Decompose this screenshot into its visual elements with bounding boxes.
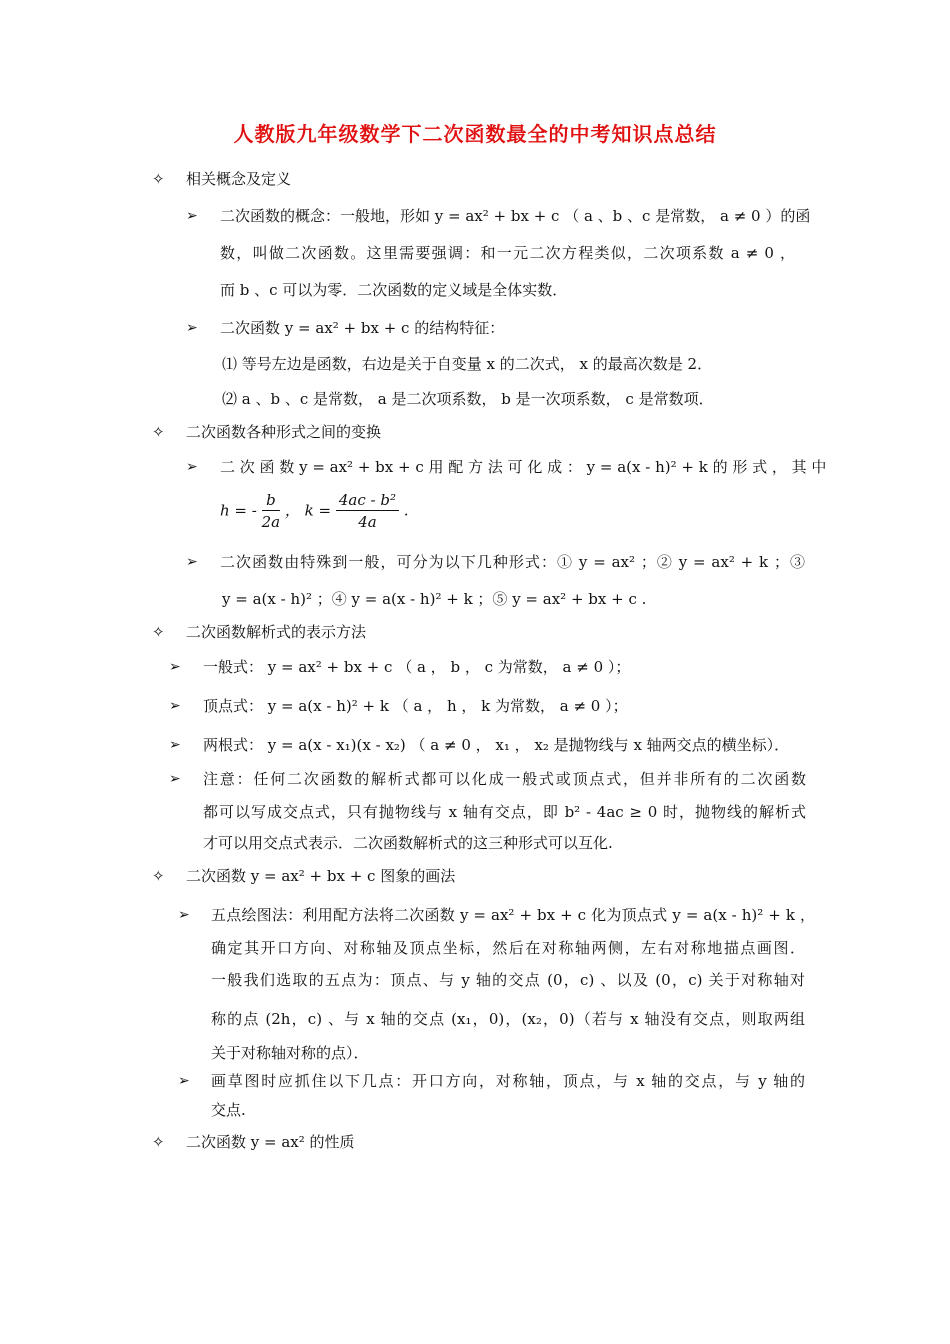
fraction-b-over-2a (262, 490, 281, 533)
section-heading: 相关概念及定义 (186, 170, 292, 188)
paragraph-line: y = a(x - h)² ；④ y = a(x - h)² + k ；⑤ y = ax² + bx + c . (222, 590, 647, 608)
formula-k-lhs: ， k = (284, 501, 332, 520)
fraction-numerator: 4ac - b² (336, 490, 399, 511)
item-bullet-icon: ➢ (169, 737, 181, 753)
section-bullet-icon: ✧ (152, 170, 165, 188)
fraction-numerator: b (262, 490, 281, 511)
paragraph-line: 二次函数的概念：一般地，形如 y = ax² + bx + c （ a 、b 、c 是常数， a ≠ 0 ）的函 (220, 207, 811, 225)
page-title: 人教版九年级数学下二次函数最全的中考知识点总结 (233, 122, 717, 146)
paragraph-line: 都可以写成交点式，只有抛物线与 x 轴有交点，即 b² - 4ac ≥ 0 时，抛物线的解析式 (203, 803, 806, 821)
formula-h-lhs: h = - (220, 501, 257, 520)
item-bullet-icon: ➢ (178, 1073, 190, 1089)
section-bullet-icon: ✧ (152, 867, 165, 885)
section-bullet-icon: ✧ (152, 1133, 165, 1151)
paragraph-line: 二次函数 y = ax² + bx + c 的结构特征： (220, 319, 505, 337)
paragraph-line: 称的点 (2h，c) 、与 x 轴的交点 (x₁，0)，(x₂，0)（若与 x 轴没有交点，则取两组 (211, 1010, 805, 1028)
paragraph-line: 交点. (211, 1101, 246, 1119)
paragraph-line: 画草图时应抓住以下几点：开口方向，对称轴，顶点，与 x 轴的交点，与 y 轴的 (211, 1072, 805, 1090)
paragraph-line: 确定其开口方向、对称轴及顶点坐标，然后在对称轴两侧，左右对称地描点画图． (211, 939, 805, 957)
list-item: 一般式： y = ax² + bx + c （ a ， b ， c 为常数， a ≠ 0 ）； (203, 658, 631, 676)
item-bullet-icon: ➢ (186, 208, 198, 224)
paragraph-line: 一般我们选取的五点为：顶点、与 y 轴的交点 (0，c) 、以及 (0，c) 关于对称轴对 (211, 971, 805, 989)
paragraph-line: 五点绘图法：利用配方法将二次函数 y = ax² + bx + c 化为顶点式 y = a(x - h)² + k ， (211, 906, 815, 924)
list-item: ⑴ 等号左边是函数，右边是关于自变量 x 的二次式， x 的最高次数是 2． (222, 355, 713, 373)
item-bullet-icon: ➢ (169, 771, 181, 787)
paragraph-line: 才可以用交点式表示．二次函数解析式的这三种形式可以互化. (203, 834, 613, 852)
item-bullet-icon: ➢ (178, 907, 190, 923)
paragraph-line: 二 次 函 数 y = ax² + bx + c 用 配 方 法 可 化 成 ： y = a(x - h)² + k 的 形 式 ， 其 中 (220, 458, 827, 476)
section-bullet-icon: ✧ (152, 623, 165, 641)
list-item: 两根式： y = a(x - x₁)(x - x₂) （ a ≠ 0 ， x₁ ， x₂ 是抛物线与 x 轴两交点的横坐标）． (203, 736, 790, 754)
fraction-denominator: 2a (261, 513, 281, 531)
paragraph-line: 数，叫做二次函数。这里需要强调：和一元二次方程类似，二次项系数 a ≠ 0 ， (220, 244, 795, 262)
formula-h-k (220, 490, 409, 533)
list-item: 顶点式： y = a(x - h)² + k （ a ， h ， k 为常数， a ≠ 0 ）； (203, 697, 628, 715)
item-bullet-icon: ➢ (169, 659, 181, 675)
list-item: ⑵ a 、b 、c 是常数， a 是二次项系数， b 是一次项系数， c 是常数项． (222, 390, 714, 408)
formula-end: . (403, 501, 409, 520)
item-bullet-icon: ➢ (186, 320, 198, 336)
paragraph-line: 注意：任何二次函数的解析式都可以化成一般式或顶点式，但并非所有的二次函数 (203, 770, 806, 788)
section-heading: 二次函数 y = ax² + bx + c 图象的画法 (186, 867, 456, 885)
fraction-denominator: 4a (358, 513, 377, 531)
fraction-k (336, 490, 399, 533)
paragraph-line: 关于对称轴对称的点）． (211, 1044, 369, 1062)
section-heading: 二次函数各种形式之间的变换 (186, 423, 382, 441)
section-heading: 二次函数 y = ax² 的性质 (186, 1133, 355, 1151)
item-bullet-icon: ➢ (186, 459, 198, 475)
item-bullet-icon: ➢ (169, 698, 181, 714)
paragraph-line: 而 b 、c 可以为零．二次函数的定义域是全体实数． (220, 281, 568, 299)
section-bullet-icon: ✧ (152, 423, 165, 441)
paragraph-line: 二次函数由特殊到一般，可分为以下几种形式：① y = ax² ；② y = ax² + k ；③ (220, 553, 805, 571)
section-heading: 二次函数解析式的表示方法 (186, 623, 367, 641)
item-bullet-icon: ➢ (186, 554, 198, 570)
